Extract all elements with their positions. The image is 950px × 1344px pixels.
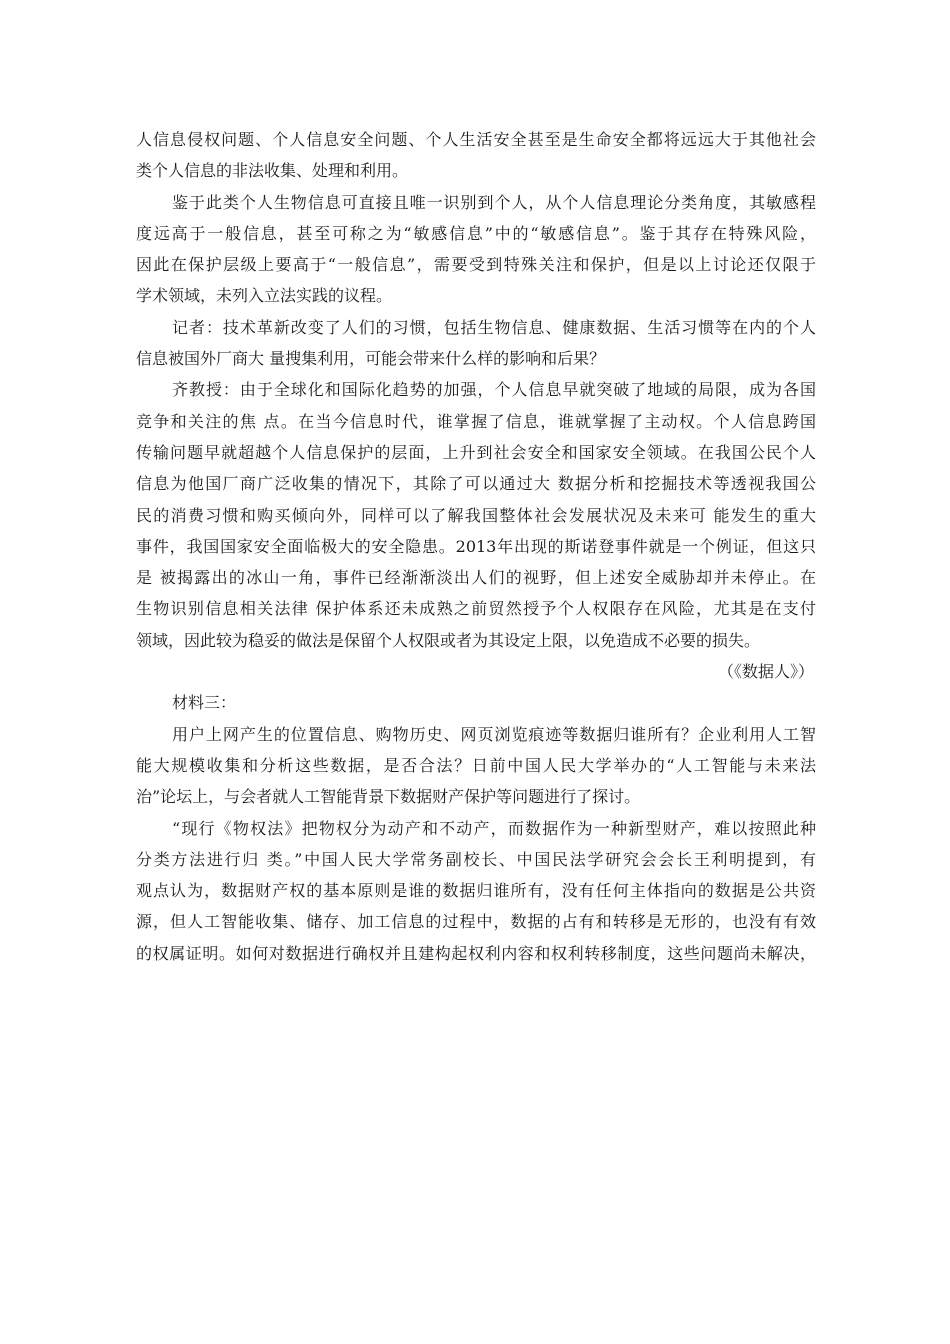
text-line: 度远高于一般信息，甚至可称之为“敏感信息”中的“敏感信息”。鉴于其存在特殊风险， bbox=[136, 223, 816, 243]
article-text bbox=[136, 124, 816, 969]
text-line: 用户上网产生的位置信息、购物历史、网页浏览痕迹等数据归谁所有？企业利用人工智 bbox=[172, 724, 816, 744]
text-line: 能大规模收集和分析这些数据，是否合法？日前中国人民大学举办的“人工智能与未来法 bbox=[136, 755, 816, 775]
text-line: 因此在保护层级上要高于“一般信息”，需要受到特殊关注和保护，但是以上讨论还仅限于 bbox=[136, 255, 816, 275]
text-line: 人信息侵权问题、个人信息安全问题、个人生活安全甚至是生命安全都将远远大于其他社会 bbox=[136, 130, 816, 149]
text-line: 齐教授：由于全球化和国际化趋势的加强，个人信息早就突破了地域的局限，成为各国 bbox=[172, 380, 816, 400]
text-line: 信息为他国厂商广泛收集的情况下，其除了可以通过大 数据分析和挖掘技术等透视我国公 bbox=[136, 474, 816, 494]
text-line: 竞争和关注的焦 点。在当今信息时代，谁掌握了信息，谁就掌握了主动权。个人信息跨国 bbox=[136, 411, 816, 431]
text-line: 类个人信息的非法收集、处理和利用。 bbox=[136, 161, 409, 181]
source-citation: （《数据人》） bbox=[717, 662, 814, 682]
text-line: 生物识别信息相关法律 保护体系还未成熟之前贸然授予个人权限存在风险，尤其是在支付 bbox=[136, 599, 816, 619]
text-line: “现行《物权法》把物权分为动产和不动产，而数据作为一种新型财产，难以按照此种 bbox=[172, 818, 816, 838]
text-line: 记者：技术革新改变了人们的习惯，包括生物信息、健康数据、生活习惯等在内的个人 bbox=[172, 317, 816, 337]
text-line: 民的消费习惯和购买倾向外，同样可以了解我国整体社会发展状况及未来可 能发生的重大 bbox=[136, 505, 816, 525]
text-line: 分类方法进行归 类。”中国人民大学常务副校长、中国民法学研究会会长王利明提到，有 bbox=[136, 849, 816, 869]
text-line: 传输问题早就超越个人信息保护的层面，上升到社会安全和国家安全领域。在我国公民个人 bbox=[136, 442, 816, 462]
text-line: 鉴于此类个人生物信息可直接且唯一识别到个人，从个人信息理论分类角度，其敏感程 bbox=[172, 192, 816, 212]
text-line: 信息被国外厂商大 量搜集利用，可能会带来什么样的影响和后果？ bbox=[136, 349, 606, 369]
text-line: 的权属证明。如何对数据进行确权并且建构起权利内容和权利转移制度，这些问题尚未解决， bbox=[136, 943, 816, 963]
section-heading: 材料三： bbox=[172, 693, 237, 713]
text-line: 事件，我国国家安全面临极大的安全隐患。2013年出现的斯诺登事件就是一个例证，但这只 bbox=[136, 536, 816, 556]
text-line: 观点认为，数据财产权的基本原则是谁的数据归谁所有，没有任何主体指向的数据是公共资 bbox=[136, 881, 816, 901]
text-line: 是 被揭露出的冰山一角，事件已经渐渐淡出人们的视野，但上述安全威胁却并未停止。在 bbox=[136, 568, 816, 588]
text-line: 源，但人工智能收集、储存、加工信息的过程中，数据的占有和转移是无形的，也没有有效 bbox=[136, 912, 816, 932]
text-line: 学术领域，未列入立法实践的议程。 bbox=[136, 286, 393, 306]
text-line: 治”论坛上，与会者就人工智能背景下数据财产保护等问题进行了探讨。 bbox=[136, 787, 641, 807]
text-line: 领域，因此较为稳妥的做法是保留个人权限或者为其设定上限，以免造成不必要的损失。 bbox=[136, 630, 761, 650]
